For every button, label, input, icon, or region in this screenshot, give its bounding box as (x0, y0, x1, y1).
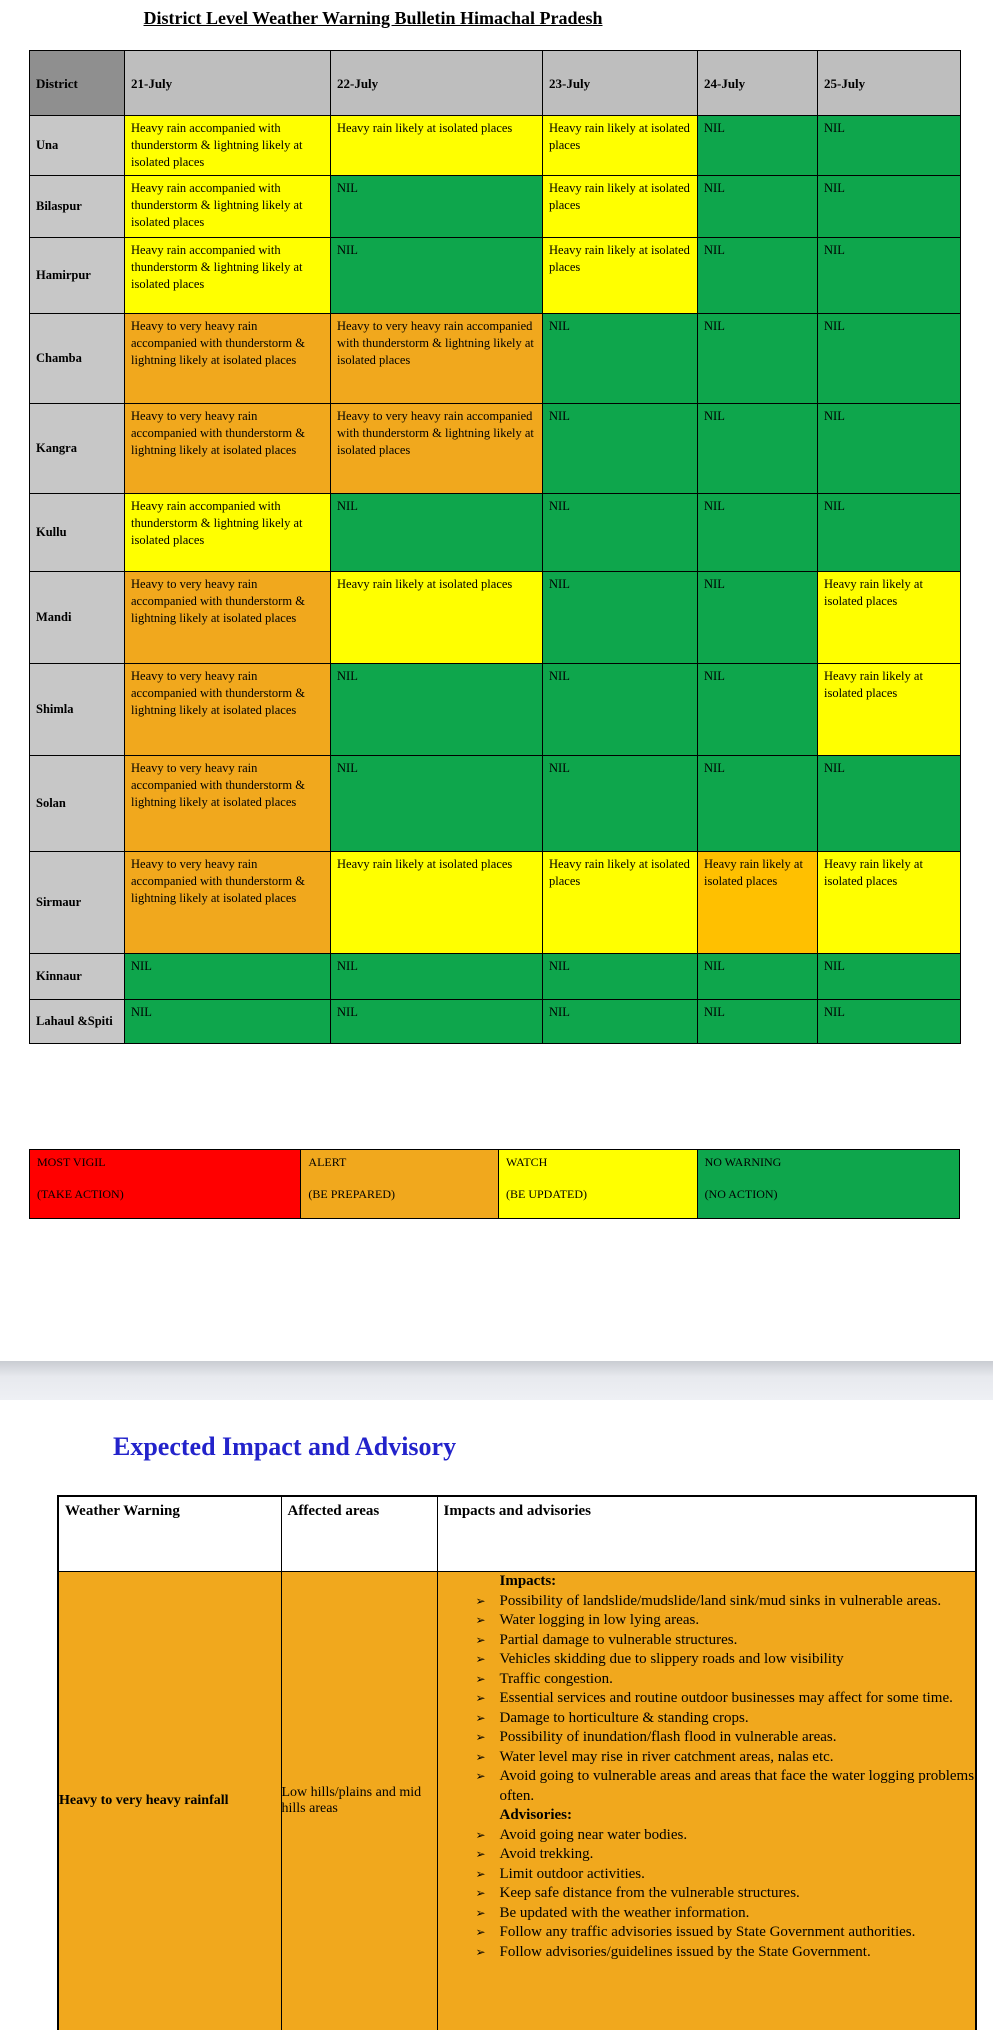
warning-cell-yellow: Heavy rain likely at isolated places (543, 238, 698, 314)
warning-cell-yellow: Heavy rain accompanied with thunderstorm & lightning likely at isolated places (125, 176, 331, 238)
warning-cell-green: NIL (543, 314, 698, 404)
district-name: Una (30, 116, 125, 176)
arrow-bullet-icon: ➢ (475, 1944, 486, 1959)
advisory-item (476, 1884, 976, 1904)
warning-cell-green: NIL (698, 664, 818, 756)
warning-cell-yellow: Heavy rain likely at isolated places (543, 116, 698, 176)
warning-cell-yellow: Heavy rain likely at isolated places (818, 664, 961, 756)
impact-item (476, 1611, 976, 1631)
warning-cell-green: NIL (698, 954, 818, 1000)
warning-cell-orange: Heavy to very heavy rain accompanied with thunderstorm & lightning likely at isolated places (125, 572, 331, 664)
warning-cell-green: NIL (331, 238, 543, 314)
warning-cell-green: NIL (543, 954, 698, 1000)
warning-cell-orange: Heavy to very heavy rain accompanied with thunderstorm & lightning likely at isolated places (125, 756, 331, 852)
warning-cell-yellow: Heavy rain accompanied with thunderstorm & lightning likely at isolated places (125, 238, 331, 314)
warning-cell-yellow: Heavy rain likely at isolated places (331, 116, 543, 176)
warning-table-row (30, 664, 961, 756)
warning-cell-green: NIL (818, 238, 961, 314)
legend-sublabel: (BE UPDATED) (505, 1187, 587, 1201)
warning-cell-orange: Heavy to very heavy rain accompanied with thunderstorm & lightning likely at isolated places (125, 314, 331, 404)
warning-cell-orange: Heavy to very heavy rain accompanied with thunderstorm & lightning likely at isolated places (125, 852, 331, 954)
arrow-bullet-icon: ➢ (475, 1710, 486, 1725)
advisory-item (476, 1943, 976, 1963)
district-name: Lahaul &Spiti (30, 1000, 125, 1044)
warning-cell-green: NIL (698, 404, 818, 494)
impacts-list (438, 1592, 976, 1807)
warning-cell-green: NIL (543, 756, 698, 852)
warning-table-header-row (30, 51, 961, 116)
warning-table-body (30, 116, 961, 1044)
arrow-bullet-icon: ➢ (475, 1671, 486, 1686)
impact-item (476, 1689, 976, 1709)
arrow-bullet-icon: ➢ (475, 1652, 486, 1666)
warning-cell-yellow: Heavy rain accompanied with thunderstorm & lightning likely at isolated places (125, 494, 331, 572)
warning-cell-green: NIL (818, 954, 961, 1000)
warning-cell-green: NIL (698, 756, 818, 852)
page-title: District Level Weather Warning Bulletin Himachal Pradesh (143, 8, 603, 28)
warning-cell-orange: Heavy to very heavy rain accompanied with thunderstorm & lightning likely at isolated places (125, 404, 331, 494)
warning-cell-green: NIL (543, 664, 698, 756)
warning-cell-green: NIL (331, 176, 543, 238)
legend-item-yellow (499, 1150, 698, 1218)
warning-cell-yellow: Heavy rain likely at isolated places (818, 572, 961, 664)
warning-cell-green: NIL (331, 756, 543, 852)
impact-item (476, 1767, 976, 1806)
district-name: Mandi (30, 572, 125, 664)
warning-cell-green: NIL (818, 1000, 961, 1044)
date-column-header: 24-July (698, 51, 818, 116)
arrow-bullet-icon: ➢ (475, 1691, 486, 1705)
warning-cell-green: NIL (125, 954, 331, 1000)
date-column-header: 22-July (331, 51, 543, 116)
warning-cell-orange: Heavy to very heavy rain accompanied with thunderstorm & lightning likely at isolated places (125, 664, 331, 756)
warning-cell-green: NIL (818, 404, 961, 494)
advisory-item (476, 1845, 976, 1865)
district-name: Solan (30, 756, 125, 852)
severity-legend (29, 1149, 960, 1219)
advisories-heading: Advisories: (499, 1807, 572, 1823)
impact-table-header-row (58, 1496, 976, 1572)
advisory-item (476, 1865, 976, 1885)
advisories-list (438, 1826, 976, 1963)
impact-col-weather-warning: Weather Warning (58, 1496, 281, 1572)
warning-cell-green: NIL (818, 314, 961, 404)
warning-cell-amber: Heavy rain likely at isolated places (698, 852, 818, 954)
impact-item (476, 1709, 976, 1729)
district-name: Kangra (30, 404, 125, 494)
warning-cell-green: NIL (698, 572, 818, 664)
impact-item-text: Possibility of inundation/flash flood in vulnerable areas. (499, 1729, 837, 1745)
district-name: Hamirpur (30, 238, 125, 314)
warning-cell-green: NIL (331, 1000, 543, 1044)
warning-cell-green: NIL (543, 572, 698, 664)
legend-sublabel: (TAKE ACTION) (37, 1187, 124, 1201)
warning-cell-green: NIL (818, 116, 961, 176)
impact-item (476, 1650, 976, 1670)
legend-item-orange (301, 1150, 499, 1218)
impact-item-text: Avoid going to vulnerable areas and areas that face the water logging problems often. (499, 1768, 975, 1804)
impact-item-text: Damage to horticulture & standing crops. (499, 1709, 749, 1726)
impact-item-text: Essential services and routine outdoor businesses may affect for some time. (499, 1690, 953, 1706)
district-name: Kullu (30, 494, 125, 572)
warning-table-row (30, 572, 961, 664)
warning-table-row (30, 176, 961, 238)
warning-table-row (30, 756, 961, 852)
warning-cell-green: NIL (818, 494, 961, 572)
arrow-bullet-icon: ➢ (475, 1593, 486, 1608)
advisory-item-text: Follow advisories/guidelines issued by the State Government. (499, 1943, 871, 1960)
impact-col-affected-areas: Affected areas (281, 1496, 437, 1572)
date-column-header: 25-July (818, 51, 961, 116)
impact-table (57, 1495, 977, 2030)
impacts-advisories-cell (437, 1572, 976, 2030)
warning-cell-orange: Heavy to very heavy rain accompanied with thunderstorm & lightning likely at isolated places (331, 404, 543, 494)
legend-label: WATCH (505, 1155, 548, 1169)
warning-cell-green: NIL (698, 494, 818, 572)
warning-table-row (30, 238, 961, 314)
arrow-bullet-icon: ➢ (475, 1847, 486, 1861)
district-name: Shimla (30, 664, 125, 756)
warning-cell-orange: Heavy to very heavy rain accompanied with thunderstorm & lightning likely at isolated places (331, 314, 543, 404)
warning-cell-green: NIL (698, 176, 818, 238)
arrow-bullet-icon: ➢ (475, 1866, 486, 1881)
legend-label: MOST VIGIL (37, 1155, 106, 1169)
district-name: Chamba (30, 314, 125, 404)
warning-cell-green: NIL (125, 1000, 331, 1044)
warning-table-row (30, 1000, 961, 1044)
advisory-item-text: Keep safe distance from the vulnerable structures. (499, 1885, 800, 1901)
warning-cell-yellow: Heavy rain likely at isolated places (543, 176, 698, 238)
district-column-header: District (30, 51, 125, 116)
warning-cell-green: NIL (698, 238, 818, 314)
impact-item-text: Water level may rise in river catchment areas, nalas etc. (499, 1748, 834, 1765)
warning-cell-yellow: Heavy rain accompanied with thunderstorm & lightning likely at isolated places (125, 116, 331, 176)
warning-cell-green: NIL (698, 116, 818, 176)
warning-cell-yellow: Heavy rain likely at isolated places (331, 572, 543, 664)
warning-cell-green: NIL (543, 494, 698, 572)
warning-cell-yellow: Heavy rain likely at isolated places (818, 852, 961, 954)
legend-item-red (30, 1150, 301, 1218)
impact-section-heading: Expected Impact and Advisory (113, 1432, 457, 1461)
arrow-bullet-icon: ➢ (475, 1886, 486, 1900)
impact-item-text: Vehicles skidding due to slippery roads and low visibility (499, 1651, 844, 1667)
arrow-bullet-icon: ➢ (475, 1925, 486, 1939)
warning-cell-green: NIL (331, 664, 543, 756)
impact-item (476, 1748, 976, 1768)
date-column-header: 21-July (125, 51, 331, 116)
arrow-bullet-icon: ➢ (475, 1769, 486, 1783)
district-name: Kinnaur (30, 954, 125, 1000)
warning-cell-green: NIL (543, 404, 698, 494)
advisory-item-text: Be updated with the weather information. (499, 1904, 750, 1921)
warning-table-row (30, 404, 961, 494)
warning-cell-green: NIL (698, 314, 818, 404)
arrow-bullet-icon: ➢ (475, 1905, 486, 1920)
warning-table (29, 50, 961, 1044)
warning-table-row (30, 116, 961, 176)
impact-item (476, 1728, 976, 1748)
warning-cell-yellow: Heavy rain likely at isolated places (543, 852, 698, 954)
district-name: Sirmaur (30, 852, 125, 954)
advisory-item (476, 1904, 976, 1924)
warning-cell-green: NIL (331, 954, 543, 1000)
warning-cell-green: NIL (818, 176, 961, 238)
weather-warning-cell: Heavy to very heavy rainfall (58, 1572, 281, 2030)
advisory-item-text: Avoid going near water bodies. (499, 1826, 688, 1843)
advisory-item (476, 1923, 976, 1943)
warning-table-header (30, 51, 961, 116)
impact-item (476, 1670, 976, 1690)
advisory-item-text: Follow any traffic advisories issued by State Government authorities. (499, 1924, 916, 1940)
warning-cell-green: NIL (543, 1000, 698, 1044)
impact-item-text: Traffic congestion. (499, 1670, 613, 1687)
page-break-band (0, 1361, 993, 1400)
impact-col-impacts-advisories: Impacts and advisories (437, 1496, 976, 1572)
impact-item-text: Partial damage to vulnerable structures. (499, 1631, 738, 1648)
legend-label: NO WARNING (704, 1155, 782, 1169)
impact-table-body-row (58, 1572, 976, 2030)
warning-cell-green: NIL (331, 494, 543, 572)
arrow-bullet-icon: ➢ (475, 1827, 486, 1842)
warning-cell-green: NIL (698, 1000, 818, 1044)
warning-cell-green: NIL (818, 756, 961, 852)
affected-areas-cell: Low hills/plains and mid hills areas (281, 1572, 437, 2030)
arrow-bullet-icon: ➢ (475, 1632, 486, 1647)
advisory-item-text: Limit outdoor activities. (499, 1865, 645, 1882)
advisory-item (476, 1826, 976, 1846)
legend-sublabel: (BE PREPARED) (308, 1187, 395, 1201)
impacts-heading: Impacts: (499, 1573, 557, 1589)
impact-item-text: Water logging in low lying areas. (499, 1612, 700, 1628)
warning-table-row (30, 852, 961, 954)
impact-item (476, 1631, 976, 1651)
advisory-item-text: Avoid trekking. (499, 1846, 594, 1862)
warning-cell-yellow: Heavy rain likely at isolated places (331, 852, 543, 954)
warning-table-row (30, 954, 961, 1000)
warning-table-row (30, 314, 961, 404)
warning-table-row (30, 494, 961, 572)
legend-sublabel: (NO ACTION) (704, 1187, 778, 1201)
district-name: Bilaspur (30, 176, 125, 238)
arrow-bullet-icon: ➢ (475, 1730, 486, 1744)
arrow-bullet-icon: ➢ (475, 1613, 486, 1627)
impact-item-text: Possibility of landslide/mudslide/land sink/mud sinks in vulnerable areas. (499, 1592, 942, 1609)
impact-item (476, 1592, 976, 1612)
date-column-header: 23-July (543, 51, 698, 116)
legend-label: ALERT (308, 1155, 347, 1169)
legend-item-green (698, 1150, 959, 1218)
arrow-bullet-icon: ➢ (475, 1749, 486, 1764)
